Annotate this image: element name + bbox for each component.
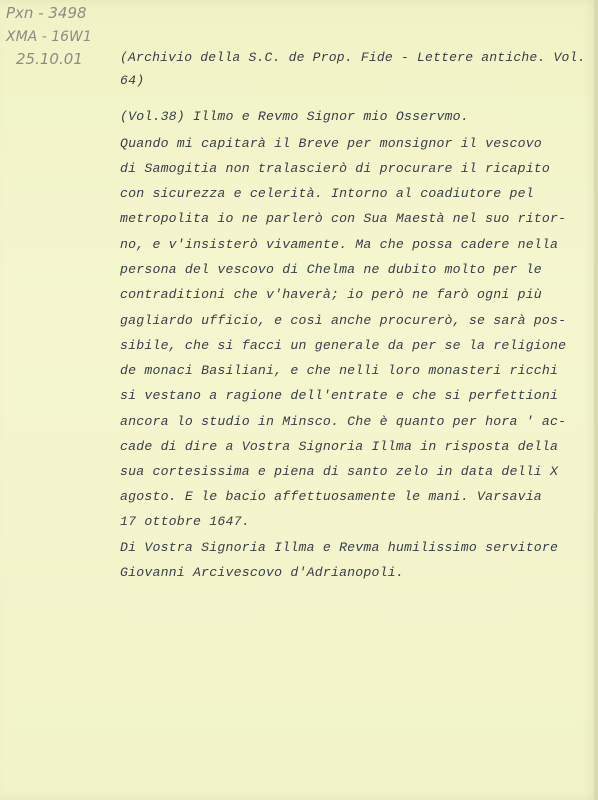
letter-line: Quando mi capitarà il Breve per monsignor il vescovo [120,136,542,151]
letter-closing-line: Di Vostra Signoria Illma e Revma humilissimo servitore [120,540,559,555]
archive-reference-line-1: (Archivio della S.C. de Prop. Fide - Lettere antiche. Vol. [120,50,586,65]
letter-line: de monaci Basiliani, e che nelli loro monasteri ricchi [120,363,559,378]
handwritten-annotation-2: XMA - 16W1 [6,29,92,45]
letter-line: gagliardo ufficio, e così anche procurerò, se sarà pos- [120,313,567,328]
letter-line: (Vol.38) Illmo e Revmo Signor mio Osservmo. [120,109,469,124]
letter-line: sua cortesissima e piena di santo zelo in data delli X [120,464,559,479]
letter-line: di Samogitia non tralascierò di procurare il ricapito [120,161,551,176]
handwritten-annotation-1: Pxn - 3498 [6,4,87,22]
letter-line: agosto. E le bacio affettuosamente le mani. Varsavia [120,489,542,504]
letter-line: contraditioni che v'haverà; io però ne farò ogni più [120,287,542,302]
letter-date-line: 17 ottobre 1647. [120,514,250,529]
letter-line: con sicurezza e celerità. Intorno al coadiutore pel [120,186,534,201]
letter-line: ancora lo studio in Minsco. Che è quanto per hora ' ac- [120,414,567,429]
letter-line: cade di dire a Vostra Signoria Illma in risposta della [120,439,559,454]
letter-line: persona del vescovo di Chelma ne dubito molto per le [120,262,542,277]
handwritten-annotation-3: 25.10.01 [16,50,83,68]
letter-line: no, e v'insisterò vivamente. Ma che possa cadere nella [120,237,559,252]
archive-reference-line-2: 64) [120,73,145,88]
letter-line: metropolita io ne parlerò con Sua Maestà nel suo ritor- [120,211,567,226]
letter-line: si vestano a ragione dell'entrate e che si perfettioni [120,388,559,403]
page-edge [594,0,598,800]
letter-line: sibile, che si facci un generale da per se la religione [120,338,567,353]
letter-signature-line: Giovanni Arcivescovo d'Adrianopoli. [120,565,404,580]
